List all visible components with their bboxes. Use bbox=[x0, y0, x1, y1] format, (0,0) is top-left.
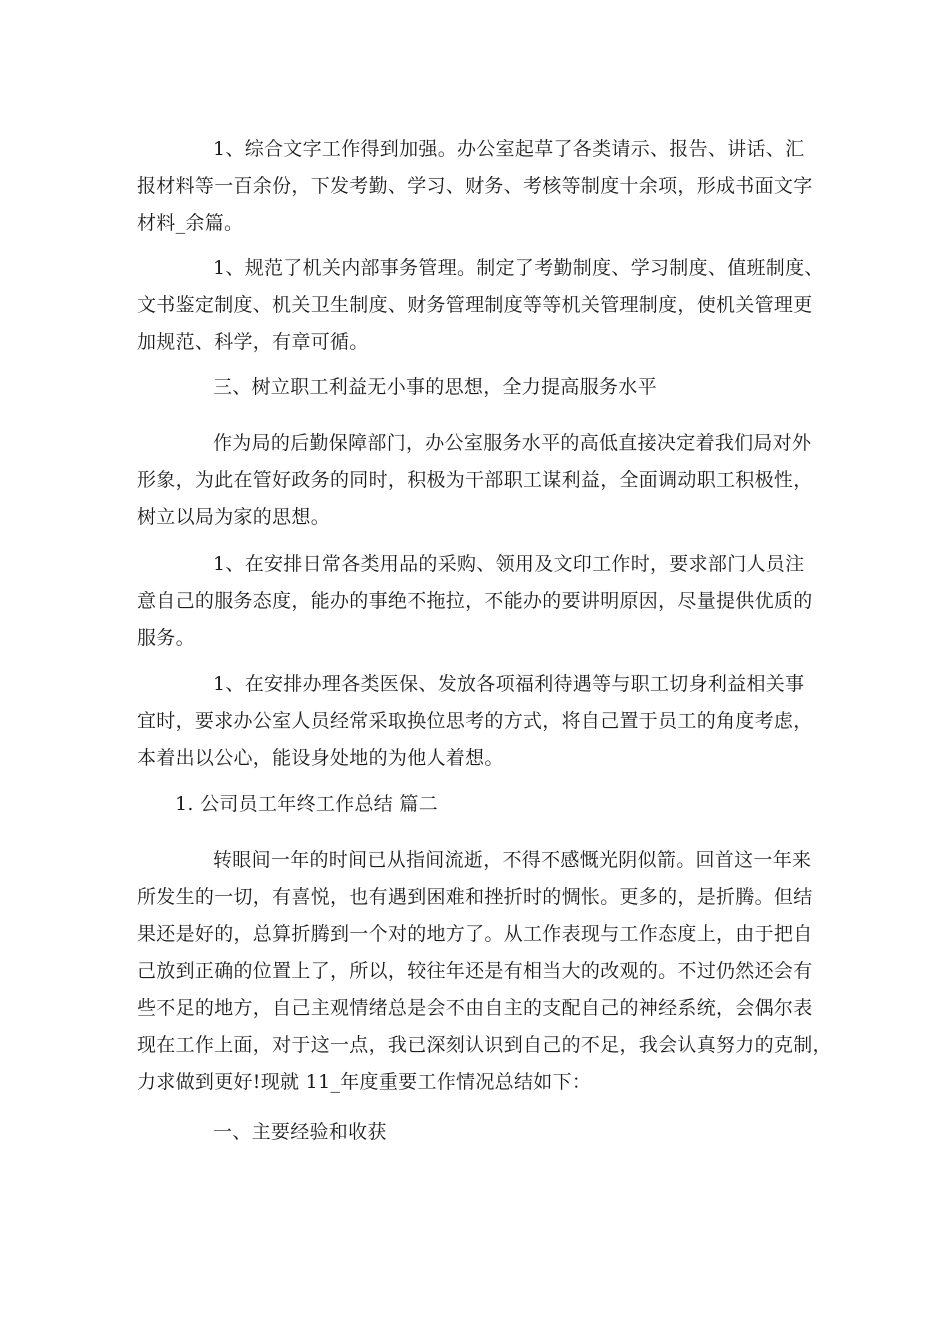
paragraph-line: 现在工作上面，对于这一点，我已深刻认识到自己的不足，我会认真努力的克制， bbox=[137, 1034, 832, 1056]
paragraph-line: 本着出以公心，能设身处地的为他人着想。 bbox=[137, 747, 504, 769]
paragraph-office-writing bbox=[137, 131, 837, 242]
paragraph-year-review bbox=[137, 842, 837, 1101]
paragraph-line: 1、在安排办理各类医保、发放各项福利待遇等与职工切身利益相关事 bbox=[213, 673, 805, 695]
paragraph-line: 1、在安排日常各类用品的采购、领用及文印工作时，要求部门人员注 bbox=[213, 553, 805, 575]
paragraph-line: 所发生的一切，有喜悦，也有遇到困难和挫折时的惆怅。更多的，是折腾。但结 bbox=[137, 886, 813, 908]
section-title-part-two bbox=[137, 786, 837, 823]
paragraph-line: 己放到正确的位置上了，所以，较往年还是有相当大的改观的。不过仍然还会有 bbox=[137, 960, 813, 982]
paragraph-line: 文书鉴定制度、机关卫生制度、财务管理制度等等机关管理制度，使机关管理更 bbox=[137, 294, 813, 316]
paragraph-line: 报材料等一百余份，下发考勤、学习、财务、考核等制度十余项，形成书面文字 bbox=[137, 175, 813, 197]
section-heading: 一、主要经验和收获 bbox=[213, 1121, 387, 1143]
paragraph-line: 转眼间一年的时间已从指间流逝，不得不感慨光阴似箭。回首这一年来 bbox=[213, 849, 812, 871]
paragraph-welfare bbox=[137, 666, 837, 777]
paragraph-line: 宜时，要求办公室人员经常采取换位思考的方式，将自己置于员工的角度考虑， bbox=[137, 710, 813, 732]
section-heading-experience bbox=[137, 1114, 837, 1151]
paragraph-line: 果还是好的，总算折腾到一个对的地方了。从工作表现与工作态度上，由于把自 bbox=[137, 923, 813, 945]
paragraph-line: 材料_余篇。 bbox=[137, 212, 244, 234]
paragraph-line: 1、综合文字工作得到加强。办公室起草了各类请示、报告、讲话、汇 bbox=[213, 138, 805, 160]
paragraph-line: 力求做到更好!现就 11_年度重要工作情况总结如下： bbox=[137, 1071, 592, 1093]
section-heading: 三、树立职工利益无小事的思想，全力提高服务水平 bbox=[213, 376, 657, 398]
paragraph-daily-supplies bbox=[137, 546, 837, 657]
paragraph-service-level bbox=[137, 425, 837, 536]
paragraph-line: 加规范、科学，有章可循。 bbox=[137, 331, 369, 353]
section-title: 1. 公司员工年终工作总结 篇二 bbox=[175, 793, 439, 815]
paragraph-line: 些不足的地方，自己主观情绪总是会不由自主的支配自己的神经系统，会偶尔表 bbox=[137, 997, 813, 1019]
paragraph-line: 作为局的后勤保障部门，办公室服务水平的高低直接决定着我们局对外 bbox=[213, 432, 812, 454]
paragraph-line: 1、规范了机关内部事务管理。制定了考勤制度、学习制度、值班制度、 bbox=[213, 257, 824, 279]
paragraph-affairs-management bbox=[137, 250, 837, 361]
paragraph-line: 意自己的服务态度，能办的事绝不拖拉，不能办的要讲明原因，尽量提供优质的 bbox=[137, 590, 813, 612]
paragraph-line: 树立以局为家的思想。 bbox=[137, 506, 331, 528]
paragraph-line: 形象，为此在管好政务的同时，积极为干部职工谋利益，全面调动职工积极性， bbox=[137, 469, 813, 491]
paragraph-line: 服务。 bbox=[137, 627, 195, 649]
section-heading-service bbox=[137, 369, 837, 406]
